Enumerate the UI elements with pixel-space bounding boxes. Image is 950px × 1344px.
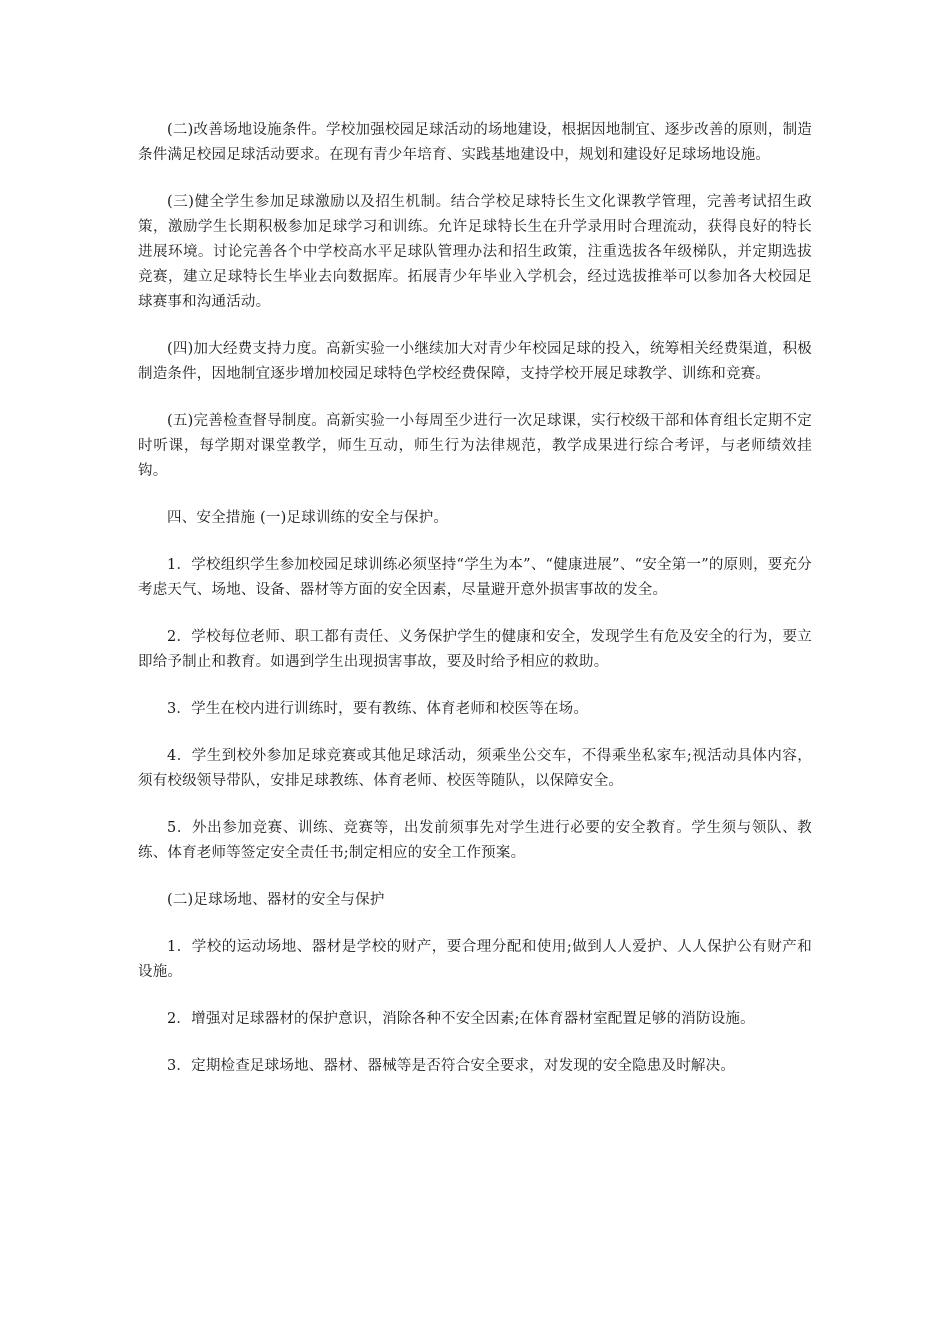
safety-item-3: 3．学生在校内进行训练时，要有教练、体育老师和校医等在场。 <box>167 701 589 717</box>
document-body <box>138 118 812 1101</box>
equipment-item-2: 2．增强对足球器材的保护意识，消除各种不安全因素;在体育器材室配置足够的消防设施。 <box>167 1011 755 1027</box>
safety-item-2: 2．学校每位老师、职工都有责任、义务保护学生的健康和安全，发现学生有危及安全的行为，要立即给予制止和教育。如遇到学生出现损害事故，要及时给予相应的救助。 <box>138 629 812 670</box>
safety-item-1: 1．学校组织学生参加校园足球训练必须坚持“学生为本”、“健康进展”、“安全第一”的原则，要充分考虑天气、场地、设备、器材等方面的安全因素，尽量避开意外损害事故的发全。 <box>138 557 812 598</box>
paragraph-supervision: (五)完善检查督导制度。高新实验一小每周至少进行一次足球课，实行校级干部和体育组长定期不定时听课，每学期对课堂教学，师生互动，师生行为法律规范，教学成果进行综合考评，与老师绩效挂钩。 <box>138 413 812 479</box>
subsection-heading-equipment: (二)足球场地、器材的安全与保护 <box>167 892 385 908</box>
equipment-item-3: 3．定期检查足球场地、器材、器械等是否符合安全要求，对发现的安全隐患及时解决。 <box>167 1058 736 1074</box>
paragraph-funding: (四)加大经费支持力度。高新实验一小继续加大对青少年校园足球的投入，统筹相关经费渠道，积极制造条件，因地制宜逐步增加校园足球特色学校经费保障，支持学校开展足球教学、训练和竞赛。 <box>138 341 812 382</box>
safety-item-5: 5．外出参加竞赛、训练、竞赛等，出发前须事先对学生进行必要的安全教育。学生须与领队、教练、体育老师等签定安全责任书;制定相应的安全工作预案。 <box>138 820 812 861</box>
safety-item-4: 4．学生到校外参加足球竞赛或其他足球活动，须乘坐公交车，不得乘坐私家车;视活动具体内容，须有校级领导带队，安排足球教练、体育老师、校医等随队，以保障安全。 <box>138 748 812 789</box>
section-heading-safety: 四、安全措施 (一)足球训练的安全与保护。 <box>167 510 449 526</box>
paragraph-facilities: (二)改善场地设施条件。学校加强校园足球活动的场地建设，根据因地制宜、逐步改善的原则，制造条件满足校园足球活动要求。在现有青少年培育、实践基地建设中，规划和建设好足球场地设施。 <box>138 122 812 163</box>
paragraph-incentives: (三)健全学生参加足球激励以及招生机制。结合学校足球特长生文化课教学管理，完善考试招生政策，激励学生长期积极参加足球学习和训练。允许足球特长生在升学录用时合理流动，获得良好的特长进展环境。讨论完善各个中学校高水平足球队管理办法和招生政策，注重选拔各年级梯队，并定期选拔竞赛，建立足球特长生毕业去向数据库。拓展青少年毕业入学机会，经过选拔推举可以参加各大校园足球赛事和沟通活动。 <box>138 194 812 310</box>
equipment-item-1: 1．学校的运动场地、器材是学校的财产，要合理分配和使用;做到人人爱护、人人保护公有财产和设施。 <box>138 939 812 980</box>
